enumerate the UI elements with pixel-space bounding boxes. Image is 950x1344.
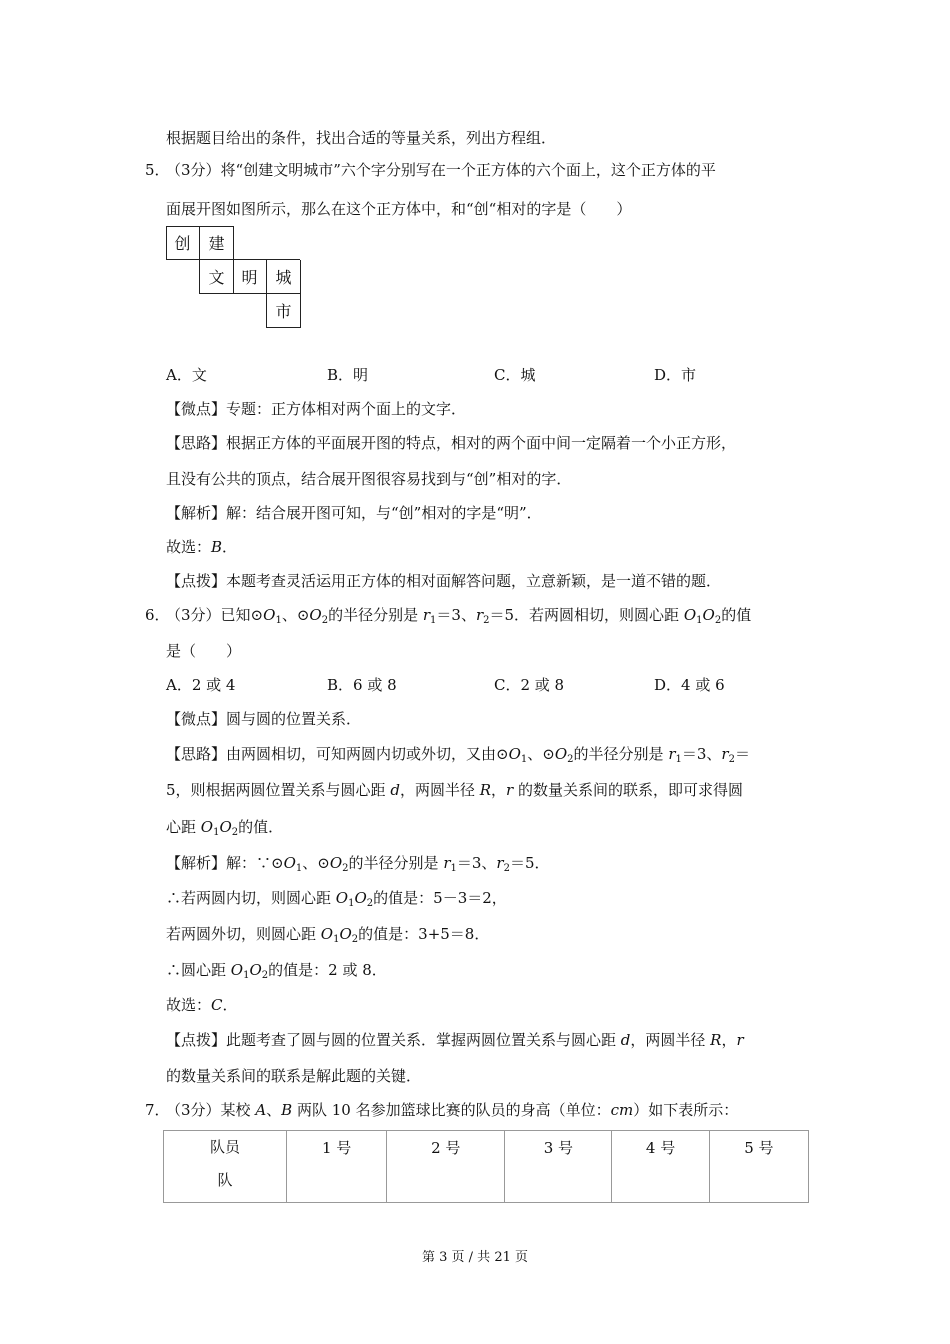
table-header-cell: 4 号: [612, 1131, 709, 1203]
table-header-cell: 3 号: [505, 1131, 612, 1203]
table-row: [164, 1131, 809, 1203]
q5-guxuan: 故选：B．: [166, 538, 238, 556]
q5-option-c: C．城: [494, 366, 536, 384]
q7-number: 7．: [145, 1101, 170, 1119]
q6-answer: C: [211, 996, 223, 1014]
q6-step3: ∴圆心距 $O_1O_2$的值是：2 或 8．: [166, 961, 387, 981]
q6-option-c: C．2 或 8: [494, 676, 565, 694]
q6-weidian: 【微点】圆与圆的位置关系．: [166, 710, 362, 728]
q5-option-b: B．明: [327, 366, 369, 384]
q5-answer: B: [211, 538, 223, 556]
header-label-player: 队员: [210, 1138, 241, 1156]
q6-dianbo-line2: 的数量关系间的联系是解此题的关键．: [166, 1067, 422, 1085]
net-cell-6: 市: [275, 302, 292, 321]
table-header-cell: 2 号: [387, 1131, 505, 1203]
q6-silu-line2: 5，则根据两圆位置关系与圆心距 d，两圆半径 R，r 的数量关系间的联系，即可求得圆: [166, 781, 743, 799]
q5-weidian: 【微点】专题：正方体相对两个面上的文字．: [166, 400, 467, 418]
q5-dianbo: 【点拨】本题考查灵活运用正方体的相对面解答问题，立意新颖，是一道不错的题．: [166, 572, 722, 590]
q6-option-b: B．6 或 8: [327, 676, 397, 694]
height-table: [163, 1130, 809, 1203]
net-cell-1: 创: [174, 234, 191, 253]
q6-silu-line3: 心距 $O_1O_2$的值．: [166, 818, 284, 838]
net-cell-4: 明: [241, 268, 258, 287]
q6-number: 6．: [145, 606, 170, 624]
q5-jiexi: 【解析】解：结合展开图可知，与“创”相对的字是“明”．: [166, 504, 542, 522]
q6-line2: 是（ ）: [166, 642, 242, 660]
q5-number: 5．: [145, 161, 170, 179]
q5-silu-line1: 【思路】根据正方体的平面展开图的特点，相对的两个面中间一定隔着一个小正方形，: [166, 434, 737, 452]
q6-option-d: D．4 或 6: [654, 676, 725, 694]
table-header-cell: [164, 1131, 287, 1203]
net-cell-2: 建: [208, 234, 225, 253]
header-label-team: 队: [217, 1171, 233, 1189]
q5-option-a: A．文: [166, 366, 207, 384]
page-footer: 第 3 页 / 共 21 页: [422, 1250, 528, 1265]
q6-step2: 若两圆外切，则圆心距 $O_1O_2$的值是：3+5＝8．: [166, 925, 490, 945]
q5-silu-line2: 且没有公共的顶点，结合展开图很容易找到与“创”相对的字．: [166, 470, 572, 488]
q5-option-d: D．市: [654, 366, 697, 384]
q5-line1: （3分）将“创建文明城市”六个字分别写在一个正方体的六个面上，这个正方体的平: [166, 161, 716, 179]
q6-jiexi: 【解析】解：$\because⊙O_1$、$⊙O_2$的半径分别是 $r_1=3$、$r_2=5$．: [166, 854, 550, 874]
net-cell-3: 文: [208, 268, 225, 287]
q6-dianbo-line1: 【点拨】此题考查了圆与圆的位置关系．掌握两圆位置关系与圆心距 d，两圆半径 R，r: [166, 1031, 744, 1049]
q5-line2: 面展开图如图所示，那么在这个正方体中，和“创“相对的字是（ ）: [166, 200, 632, 218]
q6-silu-line1: 【思路】由两圆相切，可知两圆内切或外切，又由$⊙O_1$、$⊙O_2$的半径分别是 $r_1=3$、$r_2=$: [166, 745, 750, 765]
q6-option-a: A．2 或 4: [166, 676, 236, 694]
q6-step1: ∴若两圆内切，则圆心距 $O_1O_2$的值是：5－3＝2，: [166, 889, 507, 909]
net-cell-5: 城: [275, 268, 292, 287]
cube-net-figure: [166, 226, 306, 330]
q6-line1: （3分）已知$⊙O_1$、$⊙O_2$的半径分别是 $r_1=3$、$r_2=5$．若两圆相切，则圆心距 $O_1O_2$的值: [166, 606, 752, 626]
q7-line1: （3分）某校 A、B 两队 10 名参加篮球比赛的队员的身高（单位：cm）如下表所示：: [166, 1101, 739, 1119]
table-header-cell: 5 号: [709, 1131, 808, 1203]
table-header-cell: 1 号: [287, 1131, 387, 1203]
intro-line: 根据题目给出的条件，找出合适的等量关系，列出方程组．: [166, 129, 557, 147]
q6-guxuan: 故选：C．: [166, 996, 238, 1014]
